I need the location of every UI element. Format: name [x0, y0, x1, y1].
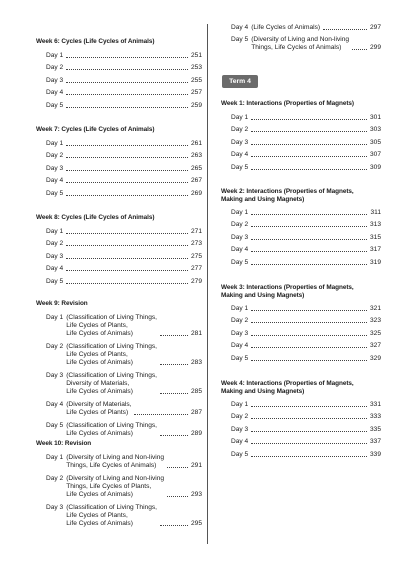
- day-label: Day 3: [46, 164, 64, 172]
- page-number: 335: [369, 425, 381, 433]
- day-label: Day 2: [231, 221, 249, 229]
- toc-entry[interactable]: [46, 177, 202, 185]
- day-label: Day 5: [231, 163, 249, 171]
- day-label: Day 5: [46, 101, 64, 109]
- toc-entry[interactable]: [46, 278, 202, 286]
- dot-leader: [160, 335, 188, 336]
- toc-entry[interactable]: [231, 413, 381, 421]
- week-block: [36, 440, 202, 527]
- entry-topic-line: Life Cycles of Animals): [66, 388, 133, 395]
- day-label: Day 1: [46, 454, 64, 461]
- day-label: Day 2: [231, 126, 249, 134]
- page-number: 279: [190, 277, 202, 285]
- dot-leader: [160, 364, 188, 365]
- week-title: Week 1: Interactions (Properties of Magnets): [221, 100, 354, 107]
- toc-entry[interactable]: [231, 438, 381, 446]
- page-number: 289: [190, 430, 202, 437]
- dot-leader: [66, 270, 188, 271]
- entry-topic: [66, 454, 164, 470]
- entry-topic-line: (Diversity of Living and Non-living: [66, 454, 165, 461]
- entry-topic-line: (Classification of Living Things,: [66, 372, 158, 379]
- week-title: Week 8: Cycles (Life Cycles of Animals): [36, 214, 155, 221]
- page-number: 313: [369, 221, 381, 229]
- page-number: 331: [369, 401, 381, 408]
- page-number: 281: [190, 330, 202, 337]
- entry-topic-line: Life Cycles of Animals): [66, 491, 133, 498]
- day-label: Day 4: [46, 401, 64, 408]
- week-title: Week 4: Interactions (Properties of Magnets, Making and Using Magnets): [221, 380, 354, 395]
- day-label: Day 4: [231, 246, 249, 254]
- dot-leader: [66, 195, 188, 196]
- entry-topic-line: Diversity of Materials,: [66, 380, 130, 387]
- week-block: [36, 126, 202, 197]
- page-number: 283: [190, 359, 202, 366]
- day-label: Day 1: [231, 209, 249, 216]
- column-divider: [207, 24, 208, 544]
- toc-entry[interactable]: [46, 343, 202, 367]
- entry-topic-line: Things, Life Cycles of Animals): [66, 462, 157, 469]
- day-label: Day 2: [231, 413, 249, 421]
- toc-entry[interactable]: [46, 190, 202, 198]
- dot-leader: [251, 418, 367, 419]
- toc-entry[interactable]: [231, 221, 381, 229]
- toc-entry[interactable]: [231, 355, 381, 363]
- dot-leader: [251, 310, 367, 311]
- entry-topic: [66, 314, 157, 338]
- dot-leader: [66, 94, 188, 95]
- week-title: Week 3: Interactions (Properties of Magnets, Making and Using Magnets): [221, 284, 354, 299]
- toc-entry[interactable]: [231, 330, 381, 338]
- day-label: Day 4: [231, 438, 249, 446]
- page-number: 315: [369, 233, 381, 241]
- page-number: 265: [190, 164, 202, 172]
- week-block: [36, 214, 202, 285]
- day-label: Day 2: [46, 475, 64, 482]
- day-label: Day 3: [231, 329, 249, 337]
- day-label: Day 5: [46, 189, 64, 197]
- toc-entry[interactable]: [231, 36, 381, 52]
- entry-topic-line: Life Cycles of Plants,: [66, 322, 128, 329]
- dot-leader: [66, 245, 188, 246]
- entry-topic-line: (Life Cycles of Animals): [251, 24, 321, 31]
- toc-entry[interactable]: [231, 151, 381, 159]
- day-label: Day 5: [231, 258, 249, 266]
- day-label: Day 3: [46, 252, 64, 260]
- day-label: Day 5: [46, 422, 64, 429]
- toc-entry[interactable]: [46, 77, 202, 85]
- day-label: Day 1: [46, 228, 64, 235]
- entry-topic: [66, 401, 131, 417]
- day-label: Day 4: [46, 265, 64, 273]
- toc-entry[interactable]: [46, 422, 202, 438]
- dot-leader: [251, 335, 367, 336]
- day-label: Day 5: [231, 450, 249, 458]
- day-label: Day 1: [231, 401, 249, 408]
- week-block: [36, 38, 202, 109]
- day-label: Day 2: [46, 152, 64, 160]
- page-number: 319: [369, 258, 381, 266]
- toc-entry[interactable]: [231, 164, 381, 172]
- week-block: [221, 188, 381, 266]
- page-number: 273: [190, 240, 202, 248]
- toc-entry[interactable]: [46, 89, 202, 97]
- day-label: Day 5: [46, 277, 64, 285]
- entry-topic-line: Life Cycles of Animals): [66, 359, 133, 366]
- toc-entry[interactable]: [231, 451, 381, 459]
- day-label: Day 4: [46, 177, 64, 185]
- toc-entry[interactable]: [231, 305, 381, 313]
- page-number: 291: [190, 462, 202, 469]
- dot-leader: [323, 29, 367, 30]
- dot-leader: [251, 443, 367, 444]
- toc-entry[interactable]: [231, 401, 381, 409]
- entry-topic-line: (Classification of Living Things,: [66, 504, 158, 511]
- entry-topic-line: (Diversity of Materials,: [66, 401, 132, 408]
- entry-topic-line: Things, Life Cycles of Plants,: [66, 483, 152, 490]
- dot-leader: [134, 414, 188, 415]
- page-number: 329: [369, 354, 381, 362]
- page-number: 277: [190, 265, 202, 273]
- toc-entry[interactable]: [231, 114, 381, 122]
- day-label: Day 3: [46, 372, 64, 379]
- day-label: Day 2: [46, 343, 64, 350]
- week-block: [221, 100, 381, 171]
- day-label: Day 4: [231, 342, 249, 350]
- page-number: 255: [190, 76, 202, 84]
- dot-leader: [66, 258, 188, 259]
- dot-leader: [66, 157, 188, 158]
- page-number: 271: [190, 228, 202, 235]
- entry-topic: [66, 422, 157, 438]
- toc-entry[interactable]: [231, 126, 381, 134]
- dot-leader: [66, 145, 188, 146]
- entry-topic-line: (Classification of Living Things,: [66, 314, 158, 321]
- page-number: 325: [369, 329, 381, 337]
- dot-leader: [66, 182, 188, 183]
- dot-leader: [66, 82, 188, 83]
- dot-leader: [352, 49, 367, 50]
- page-number: 263: [190, 152, 202, 160]
- toc-entry[interactable]: [231, 209, 381, 217]
- dot-leader: [160, 525, 188, 526]
- page-number: 339: [369, 450, 381, 458]
- toc-entry[interactable]: [231, 259, 381, 267]
- dot-leader: [160, 393, 188, 394]
- entry-topic-line: Life Cycles of Animals): [66, 430, 133, 437]
- page-number: 287: [190, 409, 202, 416]
- day-label: Day 1: [231, 114, 249, 121]
- page-number: 253: [190, 64, 202, 72]
- entry-topic: [66, 504, 157, 528]
- entry-topic: [66, 372, 157, 396]
- page-number: 269: [190, 189, 202, 197]
- entry-topic-line: (Classification of Living Things,: [66, 343, 158, 350]
- toc-entry[interactable]: [46, 152, 202, 160]
- toc-entry[interactable]: [46, 265, 202, 273]
- entry-topic: [66, 475, 164, 499]
- dot-leader: [251, 347, 367, 348]
- day-label: Day 1: [46, 140, 64, 147]
- toc-entry[interactable]: [46, 253, 202, 261]
- dot-leader: [251, 239, 367, 240]
- day-label: Day 1: [46, 314, 64, 321]
- week-title: Week 7: Cycles (Life Cycles of Animals): [36, 126, 155, 133]
- dot-leader: [66, 233, 188, 234]
- day-label: Day 4: [231, 151, 249, 159]
- week-title: Week 2: Interactions (Properties of Magnets, Making and Using Magnets): [221, 188, 354, 203]
- page-number: 305: [369, 138, 381, 146]
- toc-entry[interactable]: [231, 246, 381, 254]
- page-number: 309: [369, 163, 381, 171]
- dot-leader: [251, 214, 367, 215]
- dot-leader: [66, 69, 188, 70]
- toc-entry[interactable]: [46, 454, 202, 470]
- toc-entry[interactable]: [46, 102, 202, 110]
- term-4-badge: Term 4: [222, 75, 258, 88]
- dot-leader: [251, 406, 367, 407]
- day-label: Day 3: [231, 138, 249, 146]
- day-label: Day 3: [231, 233, 249, 241]
- day-label: Day 1: [46, 52, 64, 59]
- day-label: Day 3: [231, 425, 249, 433]
- page-number: 311: [370, 209, 381, 216]
- week-title: Week 6: Cycles (Life Cycles of Animals): [36, 38, 155, 45]
- dot-leader: [160, 435, 188, 436]
- day-label: Day 4: [231, 24, 249, 31]
- dot-leader: [251, 264, 367, 265]
- day-label: Day 2: [46, 240, 64, 248]
- day-label: Day 3: [46, 504, 64, 511]
- toc-entry[interactable]: [46, 314, 202, 338]
- toc-entry[interactable]: [46, 504, 202, 528]
- page-number: 251: [190, 52, 202, 59]
- toc-entry[interactable]: [46, 401, 202, 417]
- dot-leader: [251, 322, 367, 323]
- toc-entry[interactable]: [231, 342, 381, 350]
- entry-topic-line: (Diversity of Living and Non-living: [66, 475, 165, 482]
- dot-leader: [251, 251, 367, 252]
- dot-leader: [66, 170, 188, 171]
- page-number: 301: [369, 114, 381, 121]
- toc-entry[interactable]: [46, 165, 202, 173]
- entry-topic-line: Life Cycles of Plants): [66, 409, 129, 416]
- page-number: 337: [369, 438, 381, 446]
- toc-entry[interactable]: [46, 64, 202, 72]
- day-label: Day 4: [46, 89, 64, 97]
- dot-leader: [251, 156, 367, 157]
- week-block: [36, 300, 202, 437]
- entry-topic-line: Life Cycles of Animals): [66, 330, 133, 337]
- toc-entry[interactable]: [46, 372, 202, 396]
- week-block: [221, 284, 381, 362]
- dot-leader: [167, 467, 188, 468]
- toc-entry[interactable]: [231, 317, 381, 325]
- toc-entry[interactable]: [46, 228, 202, 236]
- page-number: 321: [369, 305, 381, 312]
- day-label: Day 1: [231, 305, 249, 312]
- page-number: 299: [369, 44, 381, 51]
- day-label: Day 3: [46, 76, 64, 84]
- entry-topic-line: (Diversity of Living and Non-living: [251, 36, 350, 43]
- week-title: Week 9: Revision: [36, 300, 88, 307]
- toc-entry[interactable]: [231, 139, 381, 147]
- dot-leader: [66, 107, 188, 108]
- toc-entry[interactable]: [46, 475, 202, 499]
- toc-entry[interactable]: [46, 140, 202, 148]
- toc-entry[interactable]: [231, 426, 381, 434]
- page-number: 259: [190, 101, 202, 109]
- page-number: 323: [369, 317, 381, 325]
- dot-leader: [251, 431, 367, 432]
- page-number: 317: [369, 246, 381, 254]
- day-label: Day 2: [46, 64, 64, 72]
- dot-leader: [251, 226, 367, 227]
- toc-entry[interactable]: [231, 234, 381, 242]
- entry-topic-line: Life Cycles of Plants,: [66, 351, 128, 358]
- page-number: 333: [369, 413, 381, 421]
- week-block: [221, 380, 381, 458]
- dot-leader: [251, 131, 367, 132]
- dot-leader: [251, 119, 367, 120]
- dot-leader: [66, 57, 188, 58]
- page-number: 285: [190, 388, 202, 395]
- entry-topic-line: Life Cycles of Animals): [66, 520, 133, 527]
- entry-topic: [251, 24, 320, 32]
- day-label: Day 2: [231, 317, 249, 325]
- page-number: 295: [190, 520, 202, 527]
- dot-leader: [66, 283, 188, 284]
- toc-entry[interactable]: [46, 240, 202, 248]
- page-number: 303: [369, 126, 381, 134]
- page-number: 327: [369, 342, 381, 350]
- page-number: 267: [190, 177, 202, 185]
- dot-leader: [251, 456, 367, 457]
- week-title: Week 10: Revision: [36, 440, 92, 447]
- page-number: 275: [190, 252, 202, 260]
- day-label: Day 5: [231, 354, 249, 362]
- page-number: 261: [190, 140, 202, 147]
- entry-topic-line: (Classification of Living Things,: [66, 422, 158, 429]
- dot-leader: [251, 169, 367, 170]
- entry-topic-line: Life Cycles of Plants,: [66, 512, 128, 519]
- page-number: 297: [369, 24, 381, 31]
- entry-topic: [66, 343, 157, 367]
- dot-leader: [251, 360, 367, 361]
- toc-entry[interactable]: [46, 52, 202, 60]
- toc-entry[interactable]: [231, 24, 381, 32]
- entry-topic-line: Things, Life Cycles of Animals): [251, 44, 342, 51]
- page-number: 307: [369, 151, 381, 159]
- day-label: Day 5: [231, 36, 249, 43]
- dot-leader: [167, 496, 188, 497]
- page-number: 257: [190, 89, 202, 97]
- page-number: 293: [190, 491, 202, 498]
- entry-topic: [251, 36, 349, 52]
- dot-leader: [251, 144, 367, 145]
